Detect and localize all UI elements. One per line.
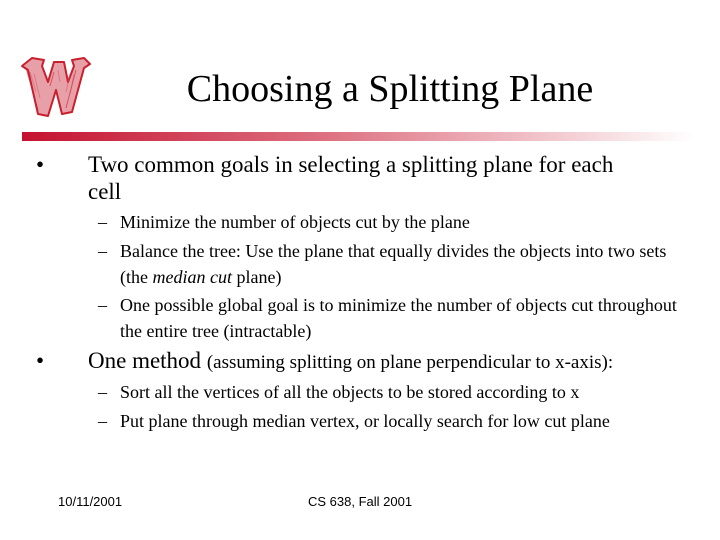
footer-date: 10/11/2001 — [58, 494, 123, 509]
slide-title: Choosing a Splitting Plane — [186, 68, 594, 110]
emphasis-term: median cut — [152, 267, 232, 287]
sub-bullet-text: Minimize the number of objects cut by the plane — [120, 212, 470, 232]
sub-bullet-text-part: plane) — [231, 267, 282, 287]
bullet-marker: • — [36, 152, 45, 177]
sub-bullet-marker: – — [98, 411, 107, 431]
sub-bullet-text — [120, 238, 680, 290]
sub-bullet-text-part: Balance the tree: Use the plane that equally divides the objects into two sets (the — [120, 241, 667, 287]
sub-bullet-marker: – — [98, 382, 107, 402]
bullet-marker: • — [36, 348, 45, 373]
bullet-lead: One method — [88, 348, 207, 373]
sub-bullet-marker: – — [98, 212, 107, 232]
sub-bullet-text: Sort all the vertices of all the objects to be stored according to x — [120, 382, 580, 402]
sub-bullet-text: One possible global goal is to minimize the number of objects cut throughout the entire tree (intractable) — [120, 295, 677, 341]
footer-course: CS 638, Fall 2001 — [308, 494, 413, 509]
sub-bullet-marker: – — [98, 295, 107, 315]
bullet-text: Two common goals in selecting a splitting plane for each cell — [88, 152, 614, 204]
sub-bullet-text: Put plane through median vertex, or locally search for low cut plane — [120, 411, 610, 431]
bullet-detail: (assuming splitting on plane perpendicular to x-axis): — [206, 352, 614, 373]
bullet-text — [88, 347, 648, 376]
sub-bullet-marker: – — [98, 241, 107, 261]
